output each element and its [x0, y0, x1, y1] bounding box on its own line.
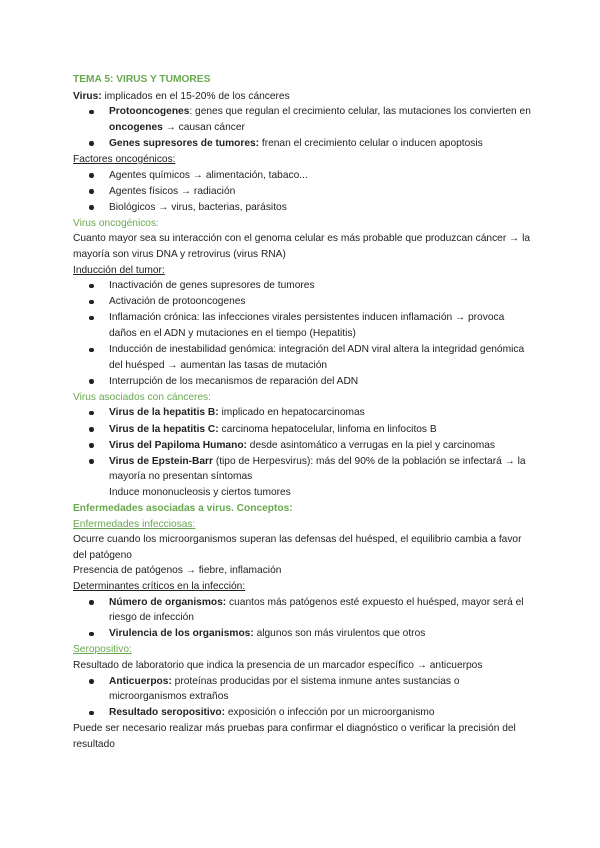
list-item: [73, 626, 533, 642]
section-heading-enfermedades: Enfermedades asociadas a virus. Conceptos:: [73, 503, 293, 515]
list-item: Inactivación de genes supresores de tumores: [73, 278, 533, 294]
intro-term: Virus:: [73, 90, 102, 102]
list-item: [73, 705, 533, 721]
list-item: Activación de protooncogenes: [73, 294, 533, 310]
section-heading-induccion: Inducción del tumor:: [73, 264, 165, 276]
item-term: Virus de la hepatitis C:: [109, 423, 219, 435]
seropositivo-list: [73, 674, 533, 721]
induccion-list: [73, 278, 533, 389]
factores-list: [73, 168, 533, 216]
item-text: (tipo de Herpesvirus): más del 90% de la población se infectará → la mayoría no presentan síntomas: [109, 455, 526, 483]
list-item: Agentes químicos → alimentación, tabaco...: [73, 168, 533, 184]
intro-list: [73, 104, 533, 151]
document-content: [73, 72, 533, 753]
item-text: exposición o infección por un microorganismo: [225, 707, 435, 719]
item-text: carcinoma hepatocelular, linfoma en linfocitos B: [218, 423, 437, 435]
item-text: proteínas producidas por el sistema inmune antes sustancias o microorganismos extraños: [109, 675, 460, 703]
list-item: Interrupción de los mecanismos de reparación del ADN: [73, 374, 533, 390]
list-item: Agentes físicos → radiación: [73, 184, 533, 200]
page-title: TEMA 5: VIRUS Y TUMORES: [73, 74, 211, 85]
asociados-list: [73, 405, 533, 484]
virus-oncogenicos-text: Cuanto mayor sea su interacción con el genoma celular es más probable que produzcan cáncer → la mayoría son virus DNA y retrovirus (virus RNA): [73, 233, 530, 261]
seropositivo-text: Resultado de laboratorio que indica la presencia de un marcador específico → anticuerpos: [73, 659, 483, 671]
intro-text: implicados en el 15-20% de los cánceres: [101, 90, 290, 102]
section-heading-seropositivo: Seropositivo:: [73, 644, 132, 656]
item-text: frenan el crecimiento celular o inducen apoptosis: [259, 137, 483, 149]
list-item: [73, 454, 533, 485]
list-item: [73, 136, 533, 152]
subheading-enfermedades-infecciosas: Enfermedades infecciosas:: [73, 518, 196, 530]
list-item: [73, 104, 533, 135]
enfermedades-text-1: Ocurre cuando los microorganismos superan las defensas del huésped, el equilibrio cambia a favor del patógeno: [73, 534, 522, 561]
list-item: [73, 595, 533, 626]
asociados-extra: Induce mononucleosis y ciertos tumores: [109, 487, 291, 499]
item-term: Protooncogenes: [109, 106, 190, 118]
item-text: → causan cáncer: [162, 121, 245, 133]
item-term: Número de organismos:: [109, 596, 227, 608]
list-item: Biológicos → virus, bacterias, parásitos: [73, 200, 533, 216]
item-term: Virus de Epstein-Barr: [109, 455, 213, 467]
item-text: implicado en hepatocarcinomas: [218, 407, 365, 419]
item-term: Virus de la hepatitis B:: [109, 407, 219, 419]
section-heading-factores: Factores oncogénicos:: [73, 153, 176, 165]
section-heading-determinantes: Determinantes críticos en la infección:: [73, 581, 246, 592]
item-term: Anticuerpos:: [109, 675, 172, 687]
seropositivo-footer: Puede ser necesario realizar más pruebas para confirmar el diagnóstico o verificar la precisión del resultado: [73, 723, 516, 750]
item-text: desde asintomático a verrugas en la piel y carcinomas: [246, 439, 495, 451]
item-text: algunos son más virulentos que otros: [253, 628, 426, 640]
item-text: : genes que regulan el crecimiento celular, las mutaciones los convierten en: [189, 106, 531, 118]
section-heading-asociados: Virus asociados con cánceres:: [73, 391, 211, 403]
item-text: cuantos más patógenos esté expuesto el huésped, mayor será el riesgo de infección: [109, 596, 524, 624]
list-item: Inflamación crónica: las infecciones virales persistentes inducen inflamación → provoca daños en el ADN y mutaciones en el tiempo (Hepatitis): [73, 310, 533, 341]
enfermedades-text-2: Presencia de patógenos → fiebre, inflamación: [73, 565, 282, 577]
item-term: Resultado seropositivo:: [109, 707, 226, 719]
list-item: Inducción de inestabilidad genómica: integración del ADN viral altera la integridad genómica del huésped → aumentan las tasas de mutación: [73, 342, 533, 373]
list-item: [73, 405, 533, 421]
section-heading-virus-oncogenicos: Virus oncogénicos:: [73, 217, 159, 229]
list-item: [73, 674, 533, 705]
list-item: [73, 438, 533, 454]
item-term: oncogenes: [109, 121, 163, 133]
item-term: Virulencia de los organismos:: [109, 628, 254, 640]
item-term: Genes supresores de tumores:: [109, 137, 260, 149]
determinantes-list: [73, 595, 533, 642]
item-term: Virus del Papiloma Humano:: [109, 439, 247, 451]
list-item: [73, 422, 533, 438]
intro-paragraph: [73, 89, 533, 105]
